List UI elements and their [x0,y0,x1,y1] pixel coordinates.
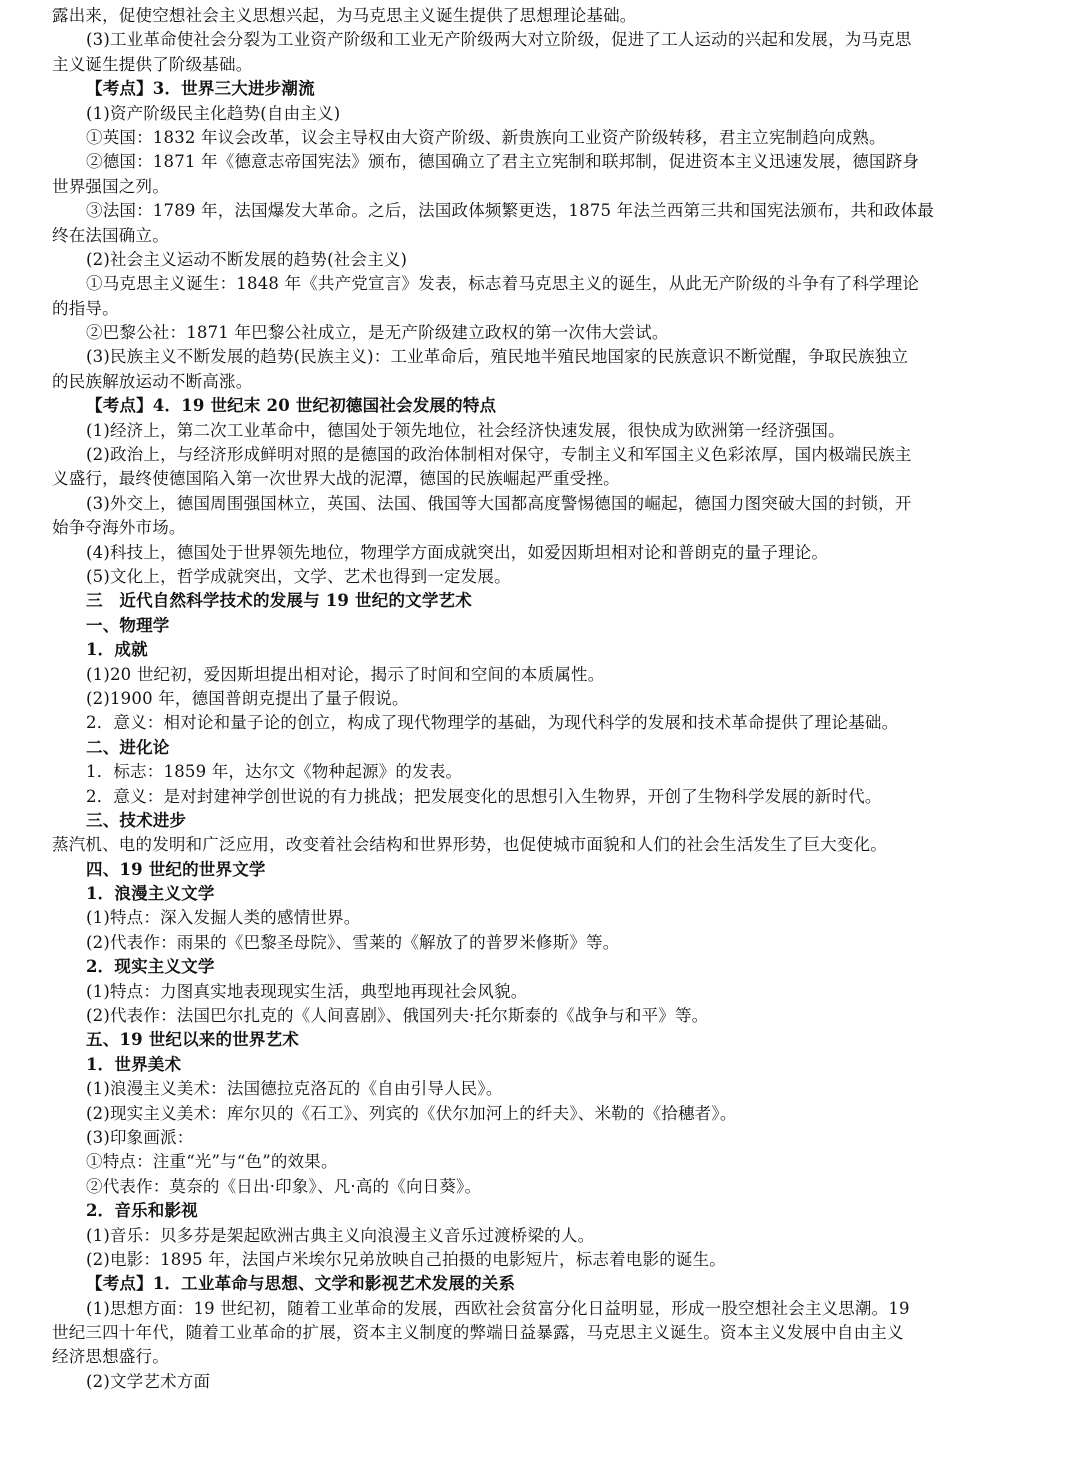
text-line: (3)外交上，德国周围强国林立，英国、法国、俄国等大国都高度警惕德国的崛起，德国力图突破大国的封锁，开 [86,493,912,513]
text-line: (1)资产阶级民主化趋势(自由主义) [86,103,341,123]
text-line: (2)社会主义运动不断发展的趋势(社会主义) [86,249,408,269]
text-line: (2)电影：1895 年，法国卢米埃尔兄弟放映自己拍摄的电影短片，标志着电影的诞生。 [86,1249,727,1269]
section-heading: 五、19 世纪以来的世界艺术 [86,1030,300,1050]
text-line: (2)现实主义美术：库尔贝的《石工》、列宾的《伏尔加河上的纤夫》、米勒的《拾穗者》。 [86,1103,737,1123]
text-line: 蒸汽机、电的发明和广泛应用，改变着社会结构和世界形势，也促使城市面貌和人们的社会生活发生了巨大变化。 [52,835,887,855]
text-line: 始争夺海外市场。 [52,518,186,538]
text-line: ③法国：1789 年，法国爆发大革命。之后，法国政体频繁更迭，1875 年法兰西第三共和国宪法颁布，共和政体最 [86,201,934,221]
text-line: 1．标志：1859 年，达尔文《物种起源》的发表。 [86,762,463,782]
text-line: ②代表作：莫奈的《日出·印象》、凡·高的《向日葵》。 [86,1176,482,1196]
section-heading: 四、19 世纪的世界文学 [86,859,266,879]
section-heading: 三、技术进步 [86,810,187,830]
text-line: 2．意义：相对论和量子论的创立，构成了现代物理学的基础，为现代科学的发展和技术革命提供了理论基础。 [86,713,899,733]
section-heading: 【考点】4．19 世纪末 20 世纪初德国社会发展的特点 [86,396,497,416]
text-line: 主义诞生提供了阶级基础。 [52,54,253,74]
text-line: (1)20 世纪初，爱因斯坦提出相对论，揭示了时间和空间的本质属性。 [86,664,605,684]
section-heading: 三 近代自然科学技术的发展与 19 世纪的文学艺术 [86,591,472,611]
text-line: (2)政治上，与经济形成鲜明对照的是德国的政治体制相对保守，专制主义和军国主义色彩浓厚，国内极端民族主 [86,445,912,465]
text-line: (1)浪漫主义美术：法国德拉克洛瓦的《自由引导人民》。 [86,1079,503,1099]
text-line: (3)工业革命使社会分裂为工业资产阶级和工业无产阶级两大对立阶级，促进了工人运动的兴起和发展，为马克思 [86,30,912,50]
text-line: 义盛行，最终使德国陷入第一次世界大战的泥潭，德国的民族崛起严重受挫。 [52,469,620,489]
text-line: 经济思想盛行。 [52,1347,169,1367]
text-line: (4)科技上，德国处于世界领先地位，物理学方面成就突出，如爱因斯坦相对论和普朗克的量子理论。 [86,542,829,562]
section-heading: 1．世界美术 [86,1054,182,1074]
text-line: (1)特点：深入发掘人类的感情世界。 [86,908,361,928]
section-heading: 【考点】1．工业革命与思想、文学和影视艺术发展的关系 [86,1274,516,1294]
section-heading: 1．成就 [86,640,148,660]
text-line: (5)文化上，哲学成就突出，文学、艺术也得到一定发展。 [86,566,511,586]
text-line: (3)民族主义不断发展的趋势(民族主义)：工业革命后，殖民地半殖民地国家的民族意识不断觉醒，争取民族独立 [86,347,909,367]
text-line: (2)代表作：雨果的《巴黎圣母院》、雪莱的《解放了的普罗米修斯》等。 [86,932,620,952]
text-line: ①英国：1832 年议会改革，议会主导权由大资产阶级、新贵族向工业资产阶级转移，君主立宪制趋向成熟。 [86,127,886,147]
text-line: 的指导。 [52,298,119,318]
text-line: 2．意义：是对封建神学创世说的有力挑战；把发展变化的思想引入生物界，开创了生物科学发展的新时代。 [86,786,882,806]
text-line: ②德国：1871 年《德意志帝国宪法》颁布，德国确立了君主立宪制和联邦制，促进资本主义迅速发展，德国跻身 [86,152,920,172]
section-heading: 2．音乐和影视 [86,1201,198,1221]
text-line: ①特点：注重“光”与“色”的效果。 [86,1152,338,1172]
text-line: 世纪三四十年代，随着工业革命的扩展，资本主义制度的弊端日益暴露，马克思主义诞生。资本主义发展中自由主义 [52,1323,904,1343]
text-line: 露出来，促使空想社会主义思想兴起，为马克思主义诞生提供了思想理论基础。 [52,6,637,25]
text-line: ②巴黎公社：1871 年巴黎公社成立，是无产阶级建立政权的第一次伟大尝试。 [86,323,669,343]
text-line: (2)1900 年，德国普朗克提出了量子假说。 [86,688,409,708]
text-line: (2)文学艺术方面 [86,1371,211,1391]
section-heading: 一、物理学 [86,615,170,635]
text-line: (1)思想方面：19 世纪初，随着工业革命的发展，西欧社会贫富分化日益明显，形成一股空想社会主义思潮。19 [86,1298,910,1318]
text-line: 世界强国之列。 [52,176,169,196]
section-heading: 【考点】3．世界三大进步潮流 [86,79,315,99]
text-line: (1)经济上，第二次工业革命中，德国处于领先地位，社会经济快速发展，很快成为欧洲第一经济强国。 [86,420,845,440]
text-line: (2)代表作：法国巴尔扎克的《人间喜剧》、俄国列夫·托尔斯泰的《战争与和平》等。 [86,1006,709,1026]
section-heading: 2．现实主义文学 [86,957,215,977]
text-line: (3)印象画派： [86,1127,194,1147]
text-line: 的民族解放运动不断高涨。 [52,371,253,391]
section-heading: 1．浪漫主义文学 [86,884,215,904]
text-line: (1)音乐：贝多芬是架起欧洲古典主义向浪漫主义音乐过渡桥梁的人。 [86,1225,595,1245]
text-line: ①马克思主义诞生：1848 年《共产党宣言》发表，标志着马克思主义的诞生，从此无产阶级的斗争有了科学理论 [86,274,920,294]
section-heading: 二、进化论 [86,737,170,757]
text-line: 终在法国确立。 [52,225,169,245]
text-line: (1)特点：力图真实地表现现实生活，典型地再现社会风貌。 [86,981,528,1001]
